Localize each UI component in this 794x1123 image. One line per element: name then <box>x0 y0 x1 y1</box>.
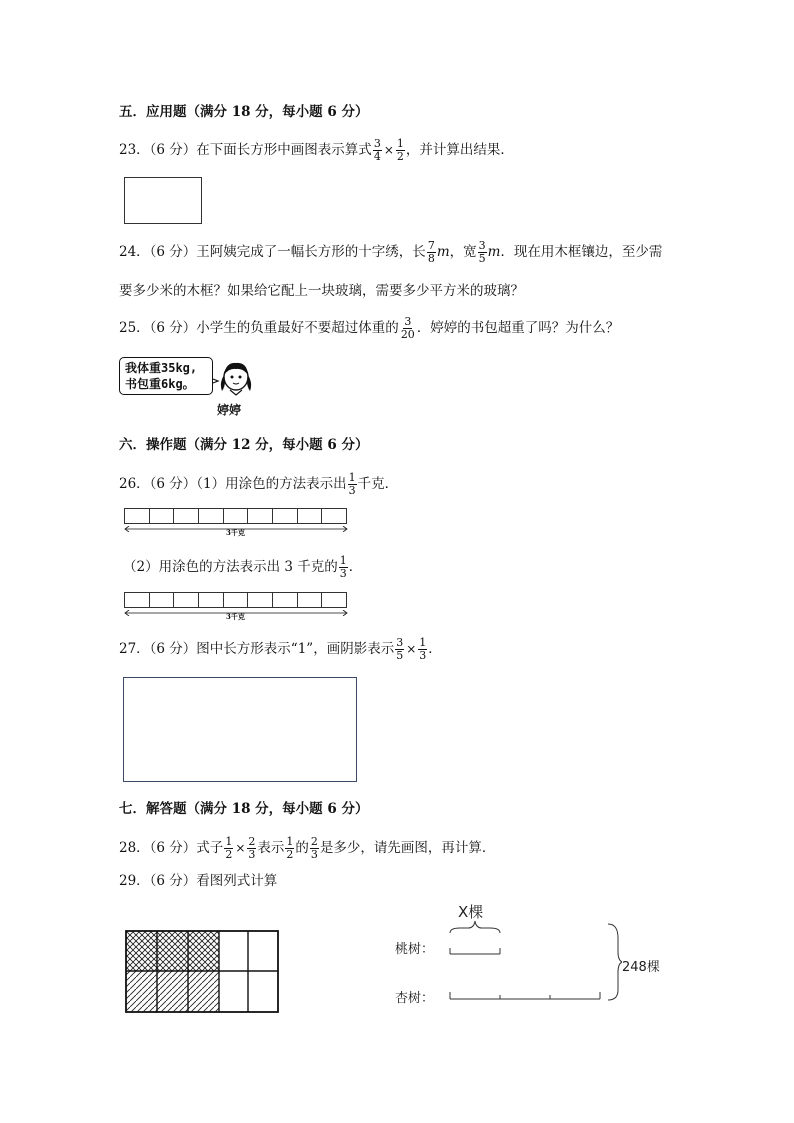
q27-fraction-1: $\frac{3}{5}$ <box>396 636 404 662</box>
bubble-line-1: 我体重35kg, <box>125 361 198 375</box>
q28-prefix: 28．（6 分）式子 <box>119 840 224 856</box>
q26-bar-2-label: 3千克 <box>226 612 245 621</box>
q25-suffix: ．婷婷的书包超重了吗？为什么？ <box>416 320 620 336</box>
bar-cell[interactable] <box>322 509 346 523</box>
bar-cell[interactable] <box>298 593 323 607</box>
bar-cell[interactable] <box>199 509 224 523</box>
bar-cell[interactable] <box>322 593 346 607</box>
q27-suffix: ． <box>428 641 442 657</box>
q24-suffix: ．现在用木框镶边，至少需 <box>500 244 663 260</box>
q23-rectangle[interactable] <box>124 177 202 224</box>
bar-cell[interactable] <box>248 509 273 523</box>
section-5-title: 五．应用题（满分 18 分，每小题 6 分） <box>119 104 369 120</box>
q26-bar-2[interactable] <box>124 592 347 608</box>
q23-fraction-2: $\frac{1}{2}$ <box>396 137 404 163</box>
q24-unit-2: m <box>487 244 501 260</box>
question-24 <box>119 240 662 265</box>
q28-mid-1: 表示 <box>257 840 285 856</box>
q28-fraction-2: $\frac{2}{3}$ <box>248 835 256 861</box>
question-28 <box>119 836 495 861</box>
bar-cell[interactable] <box>224 593 249 607</box>
bar-cell[interactable] <box>273 593 298 607</box>
q26-fraction: $\frac{1}{3}$ <box>348 471 356 497</box>
speech-bubble <box>119 357 213 395</box>
question-26-part-2 <box>123 555 362 580</box>
q29-total-label: 248棵 <box>622 960 660 975</box>
bar-cell[interactable] <box>298 509 323 523</box>
question-25 <box>119 316 619 341</box>
q23-operator: × <box>383 143 394 157</box>
question-23 <box>119 138 514 163</box>
bar-cell[interactable] <box>273 509 298 523</box>
bubble-line-2: 书包重6kg。 <box>125 377 195 391</box>
bar-cell[interactable] <box>125 509 150 523</box>
q26-prefix: 26．（6 分）（1）用涂色的方法表示出 <box>119 476 347 492</box>
bar-cell[interactable] <box>125 593 150 607</box>
bar-cell[interactable] <box>174 509 199 523</box>
q23-fraction-1: $\frac{3}{4}$ <box>373 137 381 163</box>
q27-prefix: 27．（6 分）图中长方形表示“1”，画阴影表示 <box>119 641 395 657</box>
q26-bar-1-label: 3千克 <box>226 528 245 537</box>
q27-operator: × <box>406 642 417 656</box>
bar-cell[interactable] <box>150 593 175 607</box>
bar-cell[interactable] <box>199 593 224 607</box>
q28-fraction-3: $\frac{1}{2}$ <box>286 835 294 861</box>
q28-mid-2: 的 <box>295 840 309 856</box>
question-27 <box>119 637 442 662</box>
q26-part2-prefix: （2）用涂色的方法表示出 3 千克的 <box>123 559 338 575</box>
q23-prefix: 23．（6 分）在下面长方形中画图表示算式 <box>119 142 372 158</box>
q26-bar-1[interactable] <box>124 508 347 524</box>
q24-line-2: 要多少米的木框？如果给它配上一块玻璃，需要多少平方米的玻璃？ <box>119 283 524 299</box>
q29-peach-label: 桃树： <box>395 942 435 957</box>
section-6-title: 六．操作题（满分 12 分，每小题 6 分） <box>119 437 369 453</box>
q28-operator: × <box>235 841 246 855</box>
q24-unit-1: m <box>436 244 450 260</box>
q24-prefix: 24．（6 分）王阿姨完成了一幅长方形的十字绣，长 <box>119 244 426 260</box>
q24-fraction-length: $\frac{7}{8}$ <box>427 239 435 265</box>
section-7-title: 七．解答题（满分 18 分，每小题 6 分） <box>119 801 369 817</box>
girl-illustration-icon <box>210 359 260 405</box>
q28-fraction-1: $\frac{1}{2}$ <box>225 835 233 861</box>
bar-cell[interactable] <box>150 509 175 523</box>
q29-segment-diagram <box>440 918 622 1004</box>
bar-cell[interactable] <box>248 593 273 607</box>
q24-fraction-width: $\frac{3}{5}$ <box>478 239 486 265</box>
question-26 <box>119 472 398 497</box>
bar-cell[interactable] <box>174 593 199 607</box>
q25-fraction: $\frac{3}{20}$ <box>400 315 415 341</box>
q29-apricot-label: 杏树： <box>395 991 435 1006</box>
q29-fraction-grid <box>124 929 280 1015</box>
q28-suffix: 是多少，请先画图，再计算． <box>319 840 496 856</box>
q27-fraction-2: $\frac{1}{3}$ <box>419 636 427 662</box>
q27-rectangle[interactable] <box>123 677 357 782</box>
girl-name-caption: 婷婷 <box>217 403 242 417</box>
bar-cell[interactable] <box>224 509 249 523</box>
q26-suffix: 千克． <box>357 476 399 492</box>
q25-prefix: 25．（6 分）小学生的负重最好不要超过体重的 <box>119 320 399 336</box>
q23-suffix: ，并计算出结果． <box>405 142 514 158</box>
question-29: 29．（6 分）看图列式计算 <box>119 873 278 889</box>
q29-x-label: X棵 <box>458 903 484 921</box>
q24-mid: ，宽 <box>449 244 477 260</box>
q28-fraction-4: $\frac{2}{3}$ <box>310 835 318 861</box>
q26-part2-suffix: ． <box>348 559 363 575</box>
q26-part2-fraction: $\frac{1}{3}$ <box>339 554 347 580</box>
